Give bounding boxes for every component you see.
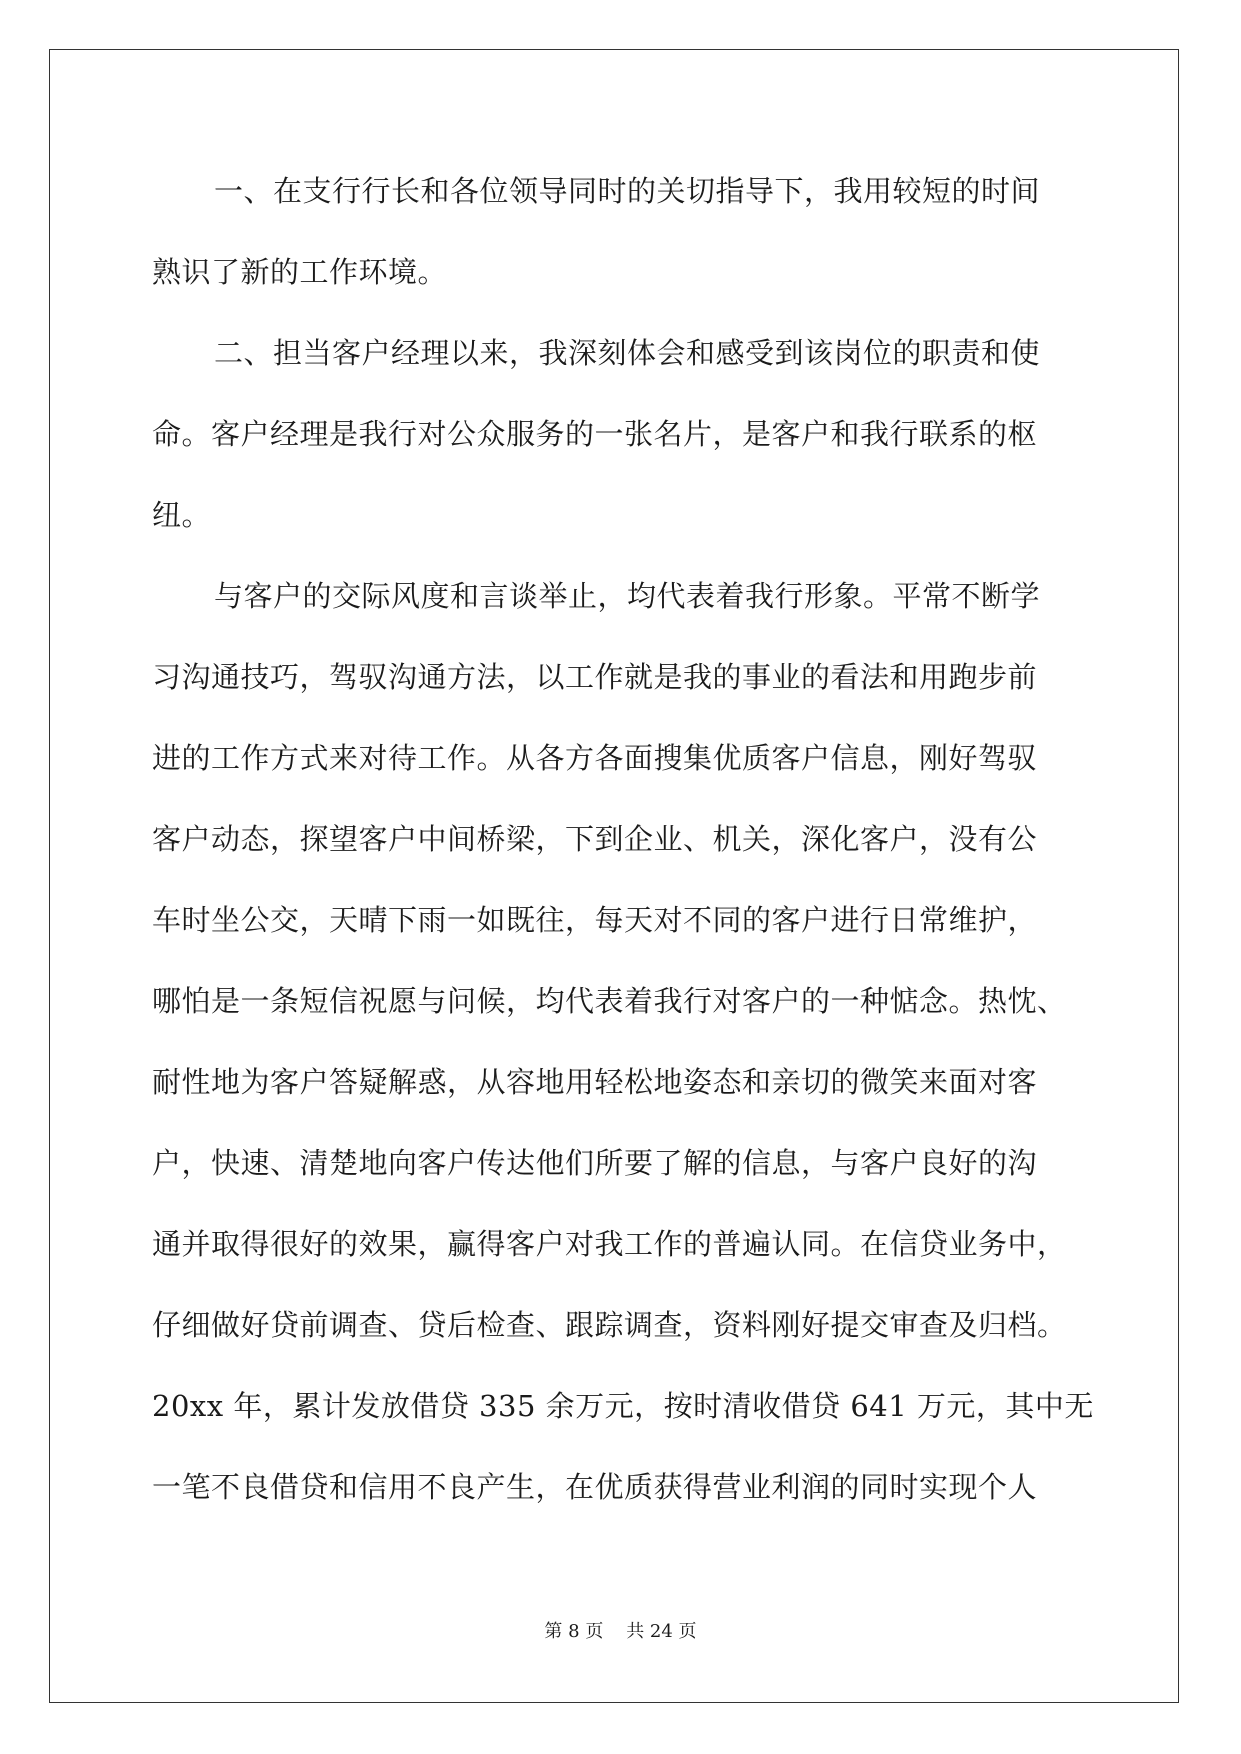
paragraph-line: 哪怕是一条短信祝愿与问候，均代表着我行对客户的一种惦念。热忱、 xyxy=(152,984,1067,1018)
paragraph-line: 耐性地为客户答疑解惑，从容地用轻松地姿态和亲切的微笑来面对客 xyxy=(152,1065,1038,1099)
document-body xyxy=(152,161,1094,1538)
page-number-label: 第 8 页 共 24 页 xyxy=(544,1621,697,1642)
paragraph-line: 二、担当客户经理以来，我深刻体会和感受到该岗位的职责和使 xyxy=(214,336,1041,370)
paragraph-line: 熟识了新的工作环境。 xyxy=(152,255,448,289)
paragraph-line: 习沟通技巧，驾驭沟通方法，以工作就是我的事业的看法和用跑步前 xyxy=(152,660,1038,694)
paragraph-line: 车时坐公交，天晴下雨一如既往，每天对不同的客户进行日常维护， xyxy=(152,903,1038,937)
paragraph-line: 进的工作方式来对待工作。从各方各面搜集优质客户信息，刚好驾驭 xyxy=(152,741,1038,775)
paragraph-line: 命。客户经理是我行对公众服务的一张名片，是客户和我行联系的枢 xyxy=(152,417,1038,451)
page-number-footer xyxy=(0,1617,1241,1643)
paragraph-line: 客户动态，探望客户中间桥梁，下到企业、机关，深化客户，没有公 xyxy=(152,822,1038,856)
paragraph-line: 一、在支行行长和各位领导同时的关切指导下，我用较短的时间 xyxy=(214,174,1041,208)
paragraph-line: 与客户的交际风度和言谈举止，均代表着我行形象。平常不断学 xyxy=(214,579,1041,613)
paragraph-line: 20xx 年，累计发放借贷 335 余万元，按时清收借贷 641 万元，其中无 xyxy=(152,1389,1094,1423)
paragraph-line: 纽。 xyxy=(152,498,212,532)
paragraph-line: 通并取得很好的效果，赢得客户对我工作的普遍认同。在信贷业务中， xyxy=(152,1227,1067,1261)
paragraph-line: 仔细做好贷前调查、贷后检查、跟踪调查，资料刚好提交审查及归档。 xyxy=(152,1308,1067,1342)
paragraph-line: 一笔不良借贷和信用不良产生，在优质获得营业利润的同时实现个人 xyxy=(152,1470,1038,1504)
paragraph-line: 户，快速、清楚地向客户传达他们所要了解的信息，与客户良好的沟 xyxy=(152,1146,1038,1180)
